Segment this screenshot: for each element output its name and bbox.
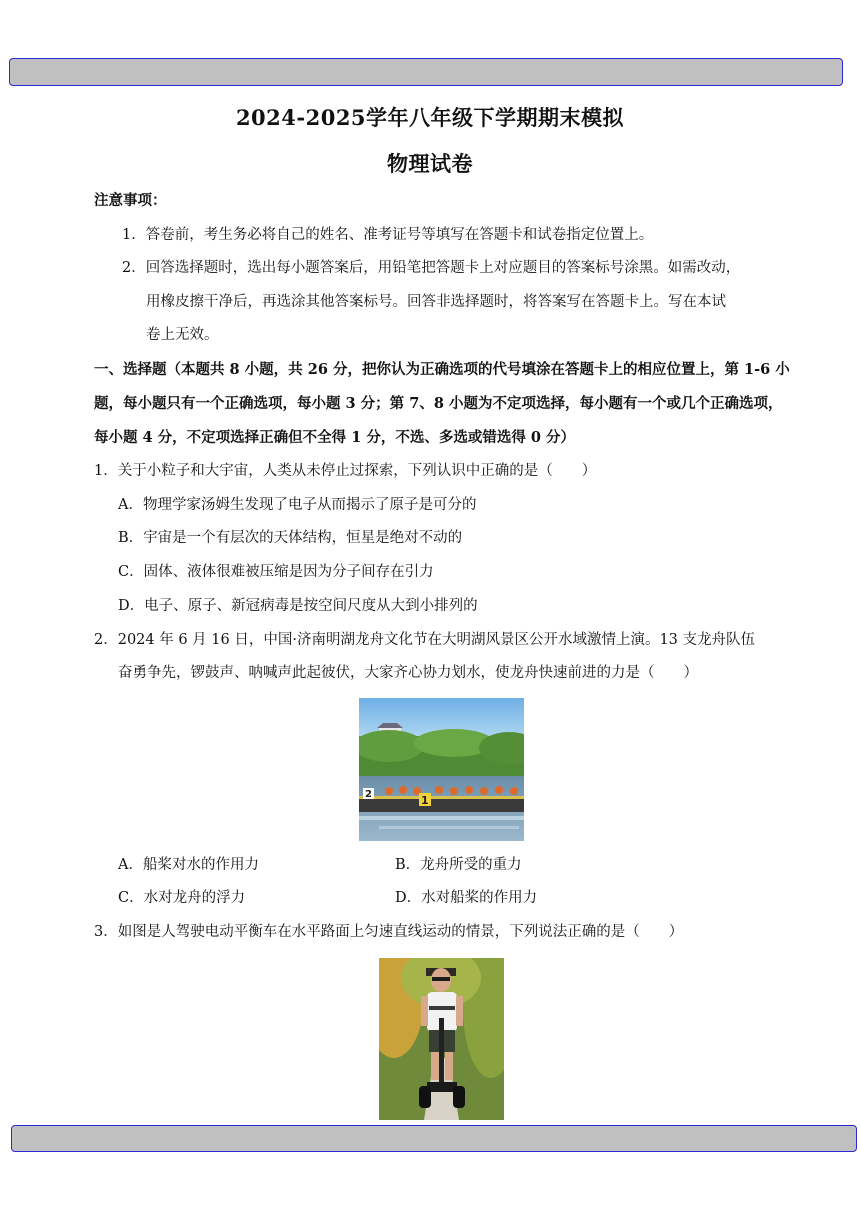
question-1-option-a: A．物理学家汤姆生发现了电子从而揭示了原子是可分的 [118, 497, 477, 513]
page-title: 2024-2025学年八年级下学期期末模拟 [235, 105, 625, 130]
question-2-option-a: A．船桨对水的作用力 [118, 857, 259, 873]
dragon-boat-photo [359, 698, 524, 841]
boat-number-2: 2 [365, 789, 372, 800]
question-2-stem: 奋勇争先，锣鼓声、呐喊声此起彼伏，大家齐心协力划水，使龙舟快速前进的力是（ ） [118, 665, 698, 681]
section-instructions: 题，每小题只有一个正确选项，每小题 3 分；第 7、8 小题为不定项选择，每小题有一个或几个正确选项， [94, 395, 783, 412]
question-1-option-d: D．电子、原子、新冠病毒是按空间尺度从大到小排列的 [118, 598, 478, 614]
notice-heading: 注意事项： [94, 192, 167, 209]
section-instructions: 每小题 4 分，不定项选择正确但不全得 1 分，不选、多选或错选得 0 分） [94, 429, 576, 446]
notice-item: 2．回答选择题时，选出每小题答案后，用铅笔把答题卡上对应题目的答案标号涂黑。如需改动， [122, 260, 741, 276]
question-2-option-c: C．水对龙舟的浮力 [118, 890, 246, 906]
question-2-stem: 2．2024 年 6 月 16 日，中国·济南明湖龙舟文化节在大明湖风景区公开水域激情上演。13 支龙舟队伍 [94, 632, 756, 648]
question-1-option-b: B．宇宙是一个有层次的天体结构，恒星是绝对不动的 [118, 530, 463, 546]
boat-number-1: 1 [421, 794, 429, 807]
question-2-option-b: B．龙舟所受的重力 [395, 857, 522, 873]
section-instructions: 一、选择题（本题共 8 小题，共 26 分，把你认为正确选项的代号填涂在答题卡上的相应位置上，第 1-6 小 [94, 361, 790, 378]
page-subtitle: 物理试卷 [387, 151, 473, 176]
question-1-option-c: C．固体、液体很难被压缩是因为分子间存在引力 [118, 564, 434, 580]
notice-item: 用橡皮擦干净后，再选涂其他答案标号。回答非选择题时，将答案写在答题卡上。写在本试 [146, 294, 726, 310]
question-3-stem: 3．如图是人驾驶电动平衡车在水平路面上匀速直线运动的情景，下列说法正确的是（ ） [94, 924, 684, 940]
notice-item: 1．答卷前，考生务必将自己的姓名、准考证号等填写在答题卡和试卷指定位置上。 [122, 227, 654, 243]
notice-item: 卷上无效。 [146, 327, 219, 343]
question-2-option-d: D．水对船桨的作用力 [395, 890, 538, 906]
question-1-stem: 1．关于小粒子和大宇宙，人类从未停止过探索，下列认识中正确的是（ ） [94, 463, 597, 479]
top-banner-bar [9, 58, 843, 86]
segway-rider-photo [379, 958, 504, 1120]
bottom-banner-bar [11, 1125, 857, 1152]
